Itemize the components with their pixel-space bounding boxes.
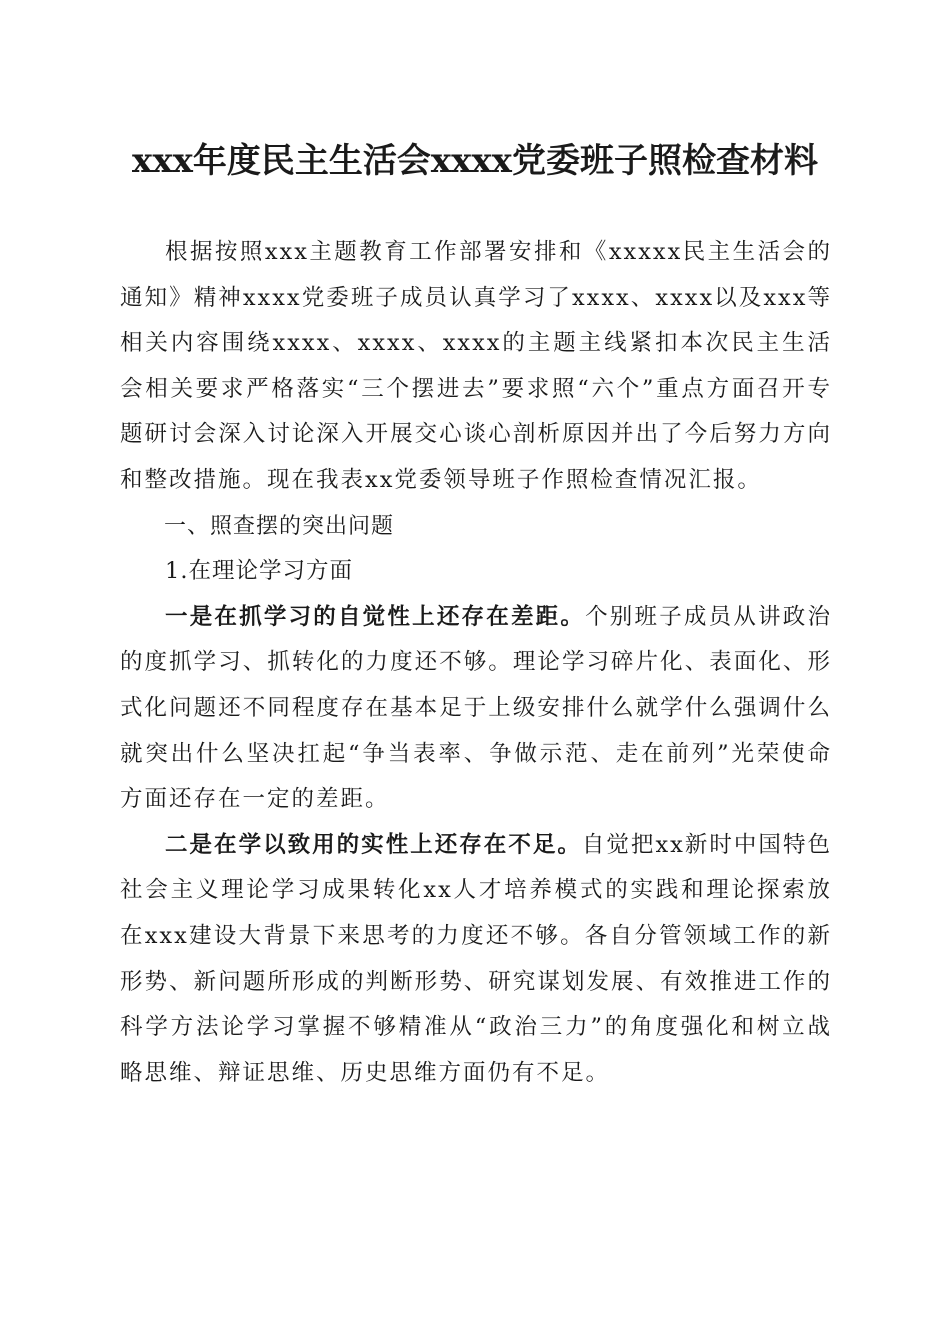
point-one-lead: 一是在抓学习的自觉性上还存在差距。 bbox=[165, 603, 586, 630]
point-one-paragraph bbox=[120, 595, 832, 823]
point-two-text: 自觉把xx新时中国特色社会主义理论学习成果转化xx人才培养模式的实践和理论探索放在xxx建设大背景下来思考的力度还不够。各自分管领域工作的新形势、新问题所形成的判断形势、研究谋划发展、有效推进工作的科学方法论学习掌握不够精准从“政治三力”的角度强化和树立战略思维、辩证思维、历史思维方面仍有不足。 bbox=[120, 831, 832, 1086]
section-heading: 一、照查摆的突出问题 bbox=[164, 513, 395, 539]
document-body bbox=[120, 230, 832, 1096]
intro-paragraph: 根据按照xxx主题教育工作部署安排和《xxxxx民主生活会的通知》精神xxxx党委班子成员认真学习了xxxx、xxxx以及xxx等相关内容围绕xxxx、xxxx、xxxx的主题主线紧扣本次民主生活会相关要求严格落实“三个摆进去”要求照“六个”重点方面召开专题研讨会深入讨论深入开展交心谈心剖析原因并出了今后努力方向和整改措施。现在我表xx党委领导班子作照检查情况汇报。 bbox=[120, 239, 832, 493]
subsection-heading: 1.在理论学习方面 bbox=[165, 558, 353, 585]
point-two-lead: 二是在学以致用的实性上还存在不足。 bbox=[165, 831, 582, 858]
point-two-paragraph bbox=[120, 823, 832, 1097]
point-one-text: 个别班子成员从讲政治的度抓学习、抓转化的力度还不够。理论学习碎片化、表面化、形式化问题还不同程度存在基本足于上级安排什么就学什么强调什么就突出什么坚决扛起“争当表率、争做示范、走在前列”光荣使命方面还存在一定的差距。 bbox=[120, 603, 832, 813]
document-title: xxx年度民主生活会xxxx党委班子照检查材料 bbox=[132, 141, 818, 181]
